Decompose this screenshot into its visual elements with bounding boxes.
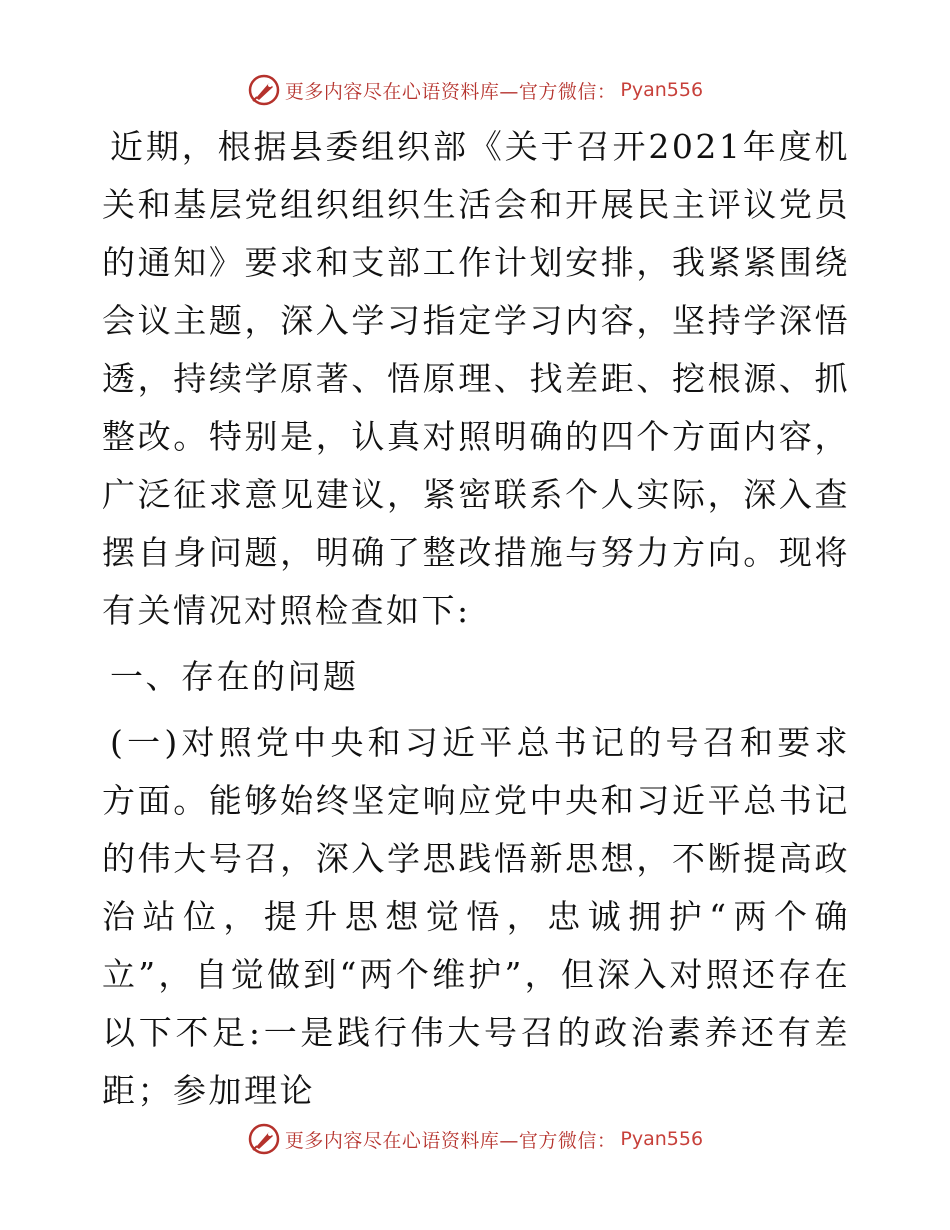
footer-banner [0,1119,950,1159]
intro-paragraph: 近期，根据县委组织部《关于召开2021年度机关和基层党组织组织生活会和开展民主评议党员的通知》要求和支部工作计划安排，我紧紧围绕会议主题，深入学习指定学习内容，坚持学深悟透，持续学原著、悟原理、找差距、挖根源、抓整改。特别是，认真对照明确的四个方面内容，广泛征求意见建议，紧密联系个人实际，深入查摆自身问题，明确了整改措施与努力方向。现将有关情况对照检查如下: [102,127,850,630]
banner-wechat-id: Pyan556 [620,1128,704,1150]
section-1-paragraph: (一)对照党中央和习近平总书记的号召和要求方面。能够始终坚定响应党中央和习近平总书记的伟大号召，深入学思践悟新思想，不断提高政治站位，提升思想觉悟，忠诚拥护“两个确立”，自觉做到“两个维护”，但深入对照还存在以下不足:一是践行伟大号召的政治素养还有差距；参加理论 [102,723,850,1110]
pen-nib-logo-icon [247,73,281,107]
banner-wechat-id: Pyan556 [620,79,704,101]
banner-text: 更多内容尽在心语资料库—官方微信： [284,1129,617,1152]
banner-text: 更多内容尽在心语资料库—官方微信： [284,80,617,103]
document-body [102,118,850,1120]
section-heading: 一、存在的问题 [110,657,359,696]
header-banner [0,70,950,110]
pen-nib-logo-icon [247,1122,281,1156]
